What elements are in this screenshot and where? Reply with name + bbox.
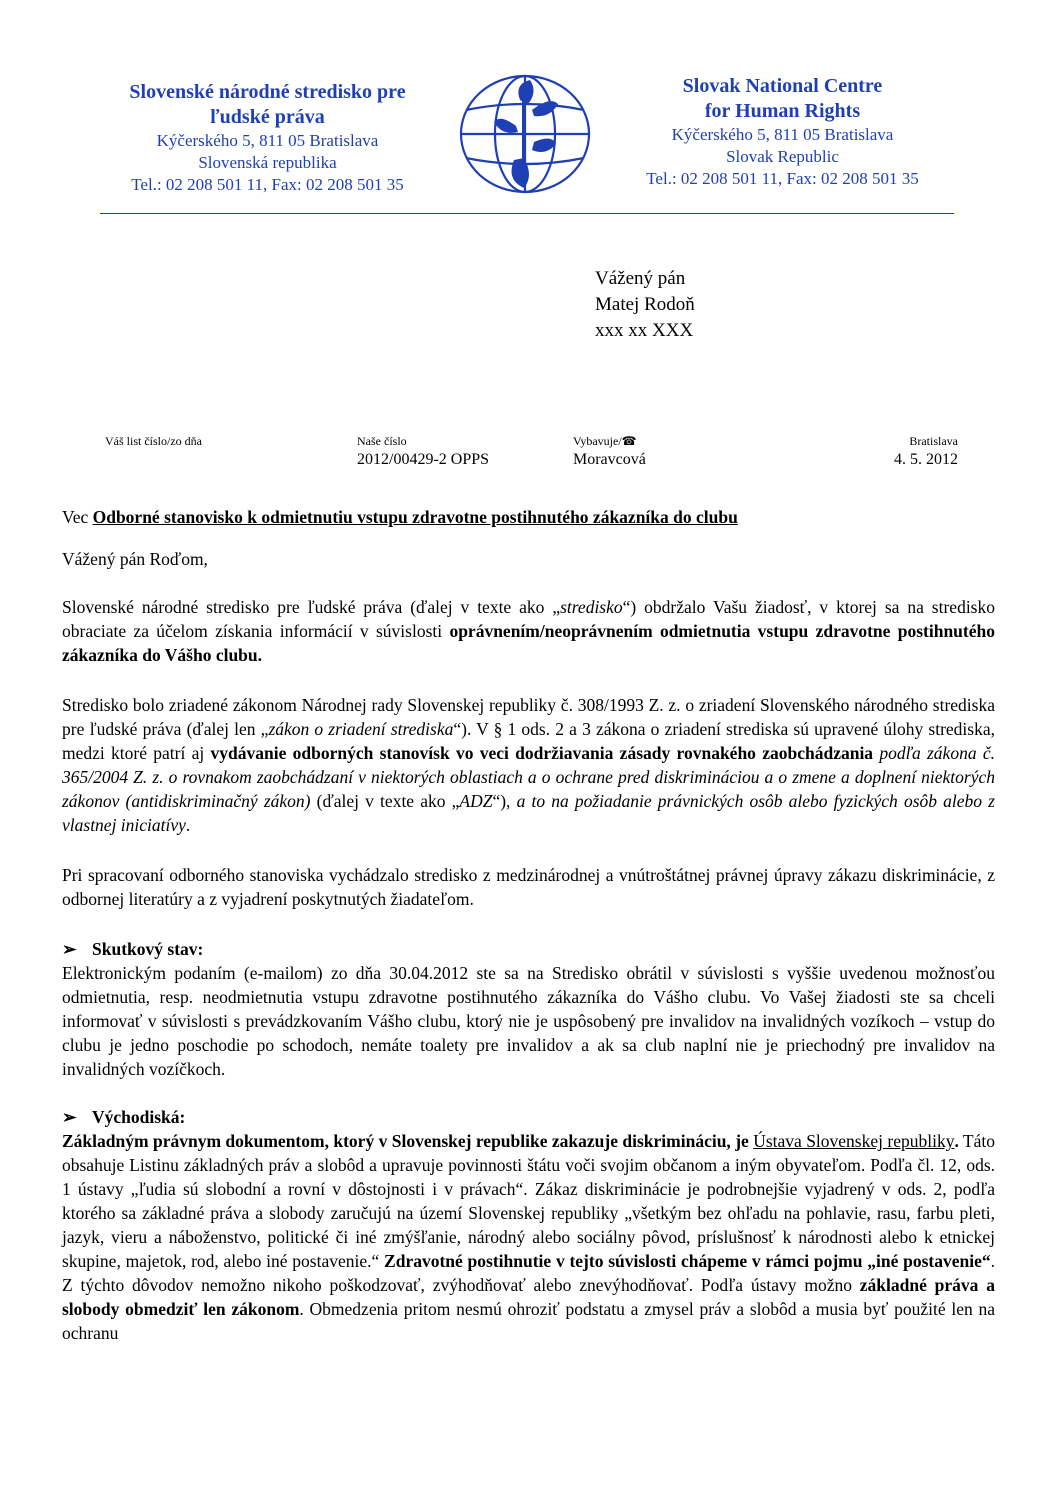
org-country-en: Slovak Republic bbox=[726, 147, 839, 166]
subject-text: Odborné stanovisko k odmietnutiu vstupu zdravotne postihnutého zákazníka do clubu bbox=[92, 507, 738, 527]
letter-body bbox=[62, 505, 995, 1371]
ref-handled-by-value: Moravcová bbox=[573, 451, 646, 468]
addressee-salutation: Vážený pán bbox=[595, 268, 686, 289]
org-name-sk-line1: Slovenské národné stredisko pre bbox=[129, 81, 406, 103]
ref-handled-by bbox=[573, 432, 646, 470]
ref-our-number-value: 2012/00429-2 OPPS bbox=[357, 451, 490, 468]
header-right bbox=[610, 74, 955, 190]
ref-handled-by-label: Vybavuje/☎ bbox=[573, 434, 637, 448]
org-name-en-line2: for Human Rights bbox=[704, 100, 861, 122]
org-contact-sk: Tel.: 02 208 501 11, Fax: 02 208 501 35 bbox=[131, 175, 404, 194]
section-facts-heading: ➢ Skutkový stav: bbox=[62, 939, 204, 959]
arrow-bullet-icon: ➢ bbox=[62, 939, 77, 959]
paragraph-constitution: Základným právnym dokumentom, ktorý v Slovenskej republike zakazuje diskrimináciu, je Ústava Slovenskej republiky. Táto obsahuje Listinu základných práv a slobôd a upravuje povinnosti štátu voči svojim občanom a iným obyvateľom. Podľa čl. 12, ods. 1 ústavy „ľudia sú slobodní a rovní v dôstojnosti i v právach“. Zákaz diskriminácie je podrobnejšie vyjadrený v ods. 2, podľa ktorého sa základné práva a slobody zaručujú na území Slovenskej republiky „všetkým bez ohľadu na pohlavie, rasu, farbu pleti, jazyk, vieru a náboženstvo, politické či iné zmýšľanie, národný alebo sociálny pôvod, príslušnosť k národnosti alebo k etnickej skupine, majetok, rod, alebo iné postavenie.“ Zdravotné postihnutie v tejto súvislosti chápeme v rámci pojmu „iné postavenie“. Z týchto dôvodov nemožno nikoho poškodzovať, zvýhodňovať alebo znevýhodňovať. Podľa ústavy možno základné práva a slobody obmedziť len zákonom. Obmedzenia pritom nesmú ohroziť podstatu a zmysel práv a slobôd a musia byť použité len na ochranu bbox=[62, 1131, 996, 1343]
paragraph-facts: Elektronickým podaním (e-mailom) zo dňa 30.04.2012 ste sa na Stredisko obrátil v súvislosti s vyššie uvedenou možnosťou odmietnutia, resp. neodmietnutia vstupu zdravotne postihnutého zákazníka do Vášho clubu. Vo Vašej žiadosti ste sa chceli informovať v súvislosti s prevádzkovaním Vášho clubu, ktorý nie je uspôsobený pre invalidov na invalidných vozíkoch – vstup do clubu je jedno poschodie po schodoch, nemáte toalety pre invalidov a ak sa club naplní nie je priechodný pre invalidov na invalidných vozíčkoch. bbox=[62, 963, 995, 1079]
arrow-bullet-icon: ➢ bbox=[62, 1107, 77, 1127]
header-left bbox=[100, 80, 435, 196]
org-name-sk-line2: ľudské práva bbox=[210, 106, 325, 128]
ref-your-letter-label: Váš list číslo/zo dňa bbox=[105, 434, 202, 448]
addressee-postcode: xxx xx XXX bbox=[595, 320, 694, 341]
subject-prefix: Vec bbox=[62, 507, 93, 527]
letter-salutation: Vážený pán Roďom, bbox=[62, 549, 208, 569]
ref-place: Bratislava bbox=[909, 434, 958, 448]
paragraph-sources: Pri spracovaní odborného stanoviska vychádzalo stredisko z medzinárodnej a vnútroštátnej právnej úpravy zákazu diskriminácie, z odbornej literatúry a z vyjadrení poskytnutých žiadateľom. bbox=[62, 865, 995, 909]
ref-place-date bbox=[894, 432, 958, 470]
section-basis-heading: ➢ Východiská: bbox=[62, 1107, 186, 1127]
ref-our-number bbox=[357, 432, 489, 470]
globe-dove-logo-icon bbox=[458, 70, 593, 195]
paragraph-intro: Slovenské národné stredisko pre ľudské práva (ďalej v texte ako „stredisko“) obdržalo Vašu žiadosť, v ktorej sa na stredisko obraciate za účelom získania informácií v súvislosti oprávnením/neoprávnením odmietnutia vstupu zdravotne postihnutého zákazníka do Vášho clubu. bbox=[62, 597, 995, 665]
org-name-en-line1: Slovak National Centre bbox=[682, 75, 883, 97]
ref-date: 4. 5. 2012 bbox=[894, 451, 958, 468]
header-divider bbox=[100, 213, 954, 214]
ref-our-number-label: Naše číslo bbox=[357, 434, 407, 448]
addressee-block bbox=[595, 266, 695, 344]
org-address-en: Kýčerského 5, 811 05 Bratislava bbox=[671, 125, 894, 144]
ref-your-letter bbox=[105, 432, 202, 450]
org-address-sk: Kýčerského 5, 811 05 Bratislava bbox=[156, 131, 379, 150]
org-contact-en: Tel.: 02 208 501 11, Fax: 02 208 501 35 bbox=[646, 169, 919, 188]
letter-subject bbox=[62, 505, 995, 529]
org-country-sk: Slovenská republika bbox=[198, 153, 337, 172]
addressee-name: Matej Rodoň bbox=[595, 294, 695, 315]
paragraph-legal-basis: Stredisko bolo zriadené zákonom Národnej rady Slovenskej republiky č. 308/1993 Z. z. o zriadení Slovenského národného strediska pre ľudské práva (ďalej len „zákon o zriadení strediska“). V § 1 ods. 2 a 3 zákona o zriadení strediska sú upravené úlohy strediska, medzi ktoré patrí aj vydávanie odborných stanovísk vo veci dodržiavania zásady rovnakého zaobchádzania podľa zákona č. 365/2004 Z. z. o rovnakom zaobchádzaní v niektorých oblastiach a o ochrane pred diskrimináciou a o zmene a doplnení niektorých zákonov (antidiskriminačný zákon) (ďalej v texte ako „ADZ“), a to na požiadanie právnických osôb alebo fyzických osôb alebo z vlastnej iniciatívy. bbox=[62, 695, 995, 835]
